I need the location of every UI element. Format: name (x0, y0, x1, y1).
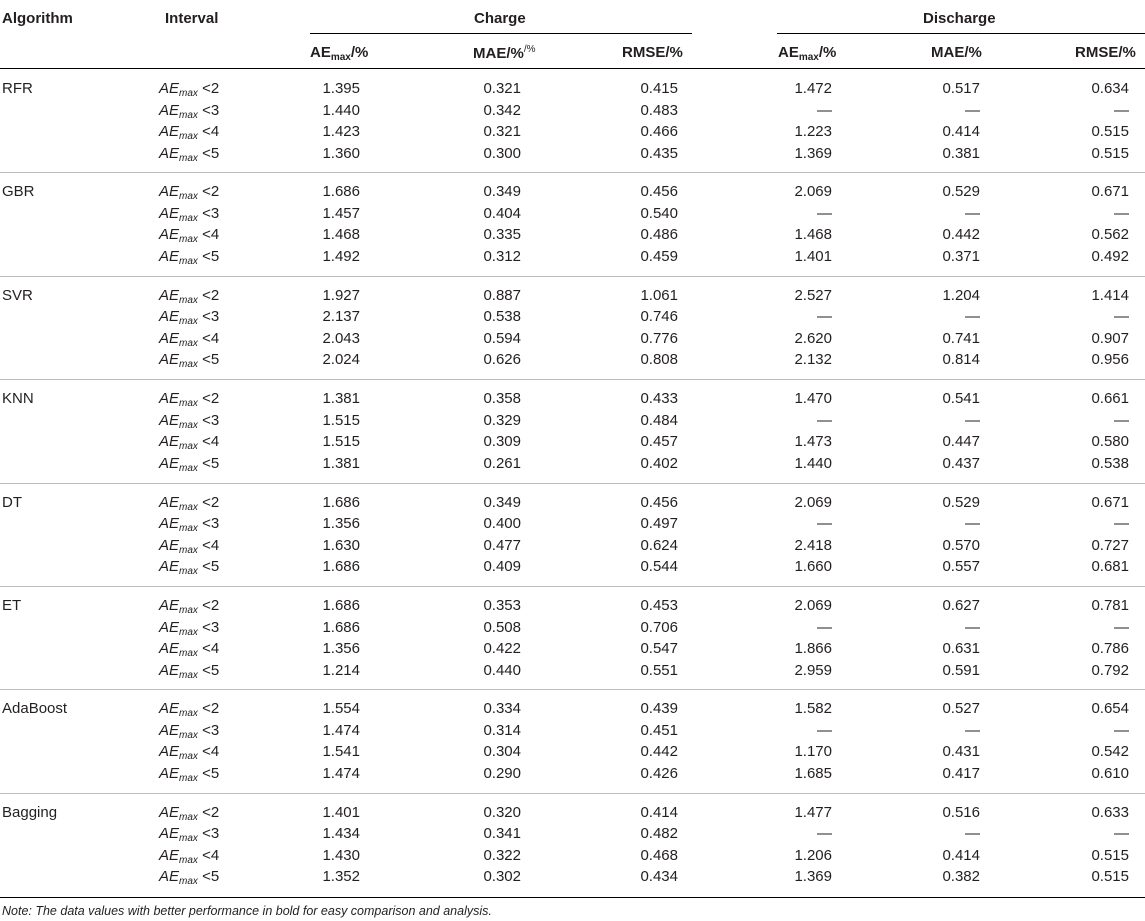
cell-discharge-rmse: 0.781 (1091, 597, 1129, 614)
cell-discharge-mae: 0.417 (942, 764, 980, 782)
cell-charge-rmse: 0.497 (640, 515, 678, 533)
cell-charge-rmse: 0.451 (640, 721, 678, 739)
cell-discharge-mae: 0.529 (942, 183, 980, 201)
cell-charge-mae: 0.341 (483, 825, 521, 843)
cell-discharge-aemax: 2.069 (794, 493, 832, 511)
interval-cell: $AE_{max} <3$ (159, 618, 220, 638)
cell-charge-rmse: 0.414 (640, 803, 678, 821)
cell-charge-rmse: 0.468 (640, 846, 678, 864)
cell-charge-aemax: 1.352 (322, 868, 360, 886)
cell-discharge-aemax: 1.206 (794, 846, 832, 864)
group-divider (0, 172, 1145, 173)
cell-charge-aemax: 1.440 (322, 101, 360, 119)
algorithm-name: DT (2, 493, 22, 511)
header-algorithm: Algorithm (2, 10, 73, 27)
cell-charge-aemax: 1.686 (322, 597, 360, 614)
cell-charge-rmse: 0.456 (640, 493, 678, 511)
cell-discharge-rmse: — (1114, 308, 1129, 326)
cell-discharge-aemax: 1.472 (794, 80, 832, 97)
cell-discharge-aemax: 1.369 (794, 868, 832, 886)
table-note: Note: The data values with better performance in bold for easy comparison and analysis. (2, 904, 492, 918)
cell-discharge-aemax: 1.470 (794, 390, 832, 408)
cell-charge-mae: 0.404 (483, 204, 521, 222)
interval-cell: $AE_{max} <5$ (159, 764, 220, 784)
cell-discharge-aemax: 1.473 (794, 433, 832, 451)
cell-discharge-rmse: 0.515 (1091, 123, 1129, 140)
cell-charge-rmse: 0.706 (640, 618, 678, 636)
cell-charge-mae: 0.322 (483, 846, 521, 864)
cell-discharge-mae: 0.442 (942, 226, 980, 244)
algorithm-name: ET (2, 597, 22, 614)
cell-charge-mae: 0.358 (483, 390, 521, 408)
cell-discharge-aemax: 2.959 (794, 661, 832, 679)
cell-charge-aemax: 2.137 (322, 308, 360, 326)
cell-discharge-aemax: — (817, 618, 832, 636)
interval-cell: $AE_{max} <3$ (159, 411, 220, 431)
cell-charge-rmse: 0.435 (640, 144, 678, 162)
cell-discharge-mae: 0.371 (942, 247, 980, 265)
cell-discharge-aemax: — (817, 411, 832, 429)
cell-charge-mae: 0.594 (483, 329, 521, 347)
cell-charge-rmse: 0.456 (640, 183, 678, 201)
cell-charge-rmse: 0.808 (640, 351, 678, 369)
interval-cell: $AE_{max} <5$ (159, 351, 220, 371)
group-divider (0, 586, 1145, 587)
algorithm-name: GBR (2, 183, 35, 201)
cell-discharge-rmse: 0.610 (1091, 764, 1129, 782)
cell-discharge-aemax: 2.069 (794, 597, 832, 614)
interval-cell: $AE_{max} <3$ (159, 101, 220, 121)
cell-discharge-aemax: 1.440 (794, 454, 832, 472)
cell-discharge-aemax: — (817, 721, 832, 739)
cell-discharge-rmse: 0.671 (1091, 493, 1129, 511)
cell-charge-rmse: 0.547 (640, 640, 678, 657)
cell-discharge-rmse: 0.661 (1091, 390, 1129, 408)
cell-charge-rmse: 0.466 (640, 123, 678, 140)
interval-cell: $AE_{max} <4$ (159, 433, 220, 453)
interval-cell: $AE_{max} <2$ (159, 286, 220, 306)
cell-discharge-aemax: 1.401 (794, 247, 832, 265)
cell-charge-aemax: 1.434 (322, 825, 360, 843)
cell-charge-aemax: 1.515 (322, 433, 360, 451)
subheader-charge-aemax: $AE_{max}/\%$ (310, 44, 369, 63)
cell-charge-aemax: 1.401 (322, 803, 360, 821)
cell-discharge-rmse: 0.492 (1091, 247, 1129, 265)
cell-charge-rmse: 0.486 (640, 226, 678, 244)
cell-charge-mae: 0.477 (483, 536, 521, 554)
cell-charge-mae: 0.300 (483, 144, 521, 162)
cell-discharge-aemax: 2.527 (794, 286, 832, 304)
cell-charge-mae: 0.302 (483, 868, 521, 886)
bottom-rule (0, 897, 1145, 898)
cell-charge-rmse: 0.402 (640, 454, 678, 472)
group-divider (0, 689, 1145, 690)
subheader-charge-mae: MAE/%/% (473, 44, 536, 62)
cell-discharge-rmse: 0.956 (1091, 351, 1129, 369)
cell-discharge-aemax: 1.223 (794, 123, 832, 140)
cell-discharge-rmse: — (1114, 204, 1129, 222)
interval-cell: $AE_{max} <5$ (159, 558, 220, 578)
cell-charge-mae: 0.400 (483, 515, 521, 533)
cell-charge-aemax: 1.686 (322, 493, 360, 511)
cell-charge-rmse: 0.439 (640, 700, 678, 718)
algorithm-name: RFR (2, 80, 33, 97)
cell-charge-rmse: 0.459 (640, 247, 678, 265)
interval-cell: $AE_{max} <2$ (159, 700, 220, 720)
group-divider (0, 276, 1145, 277)
cell-charge-aemax: 1.492 (322, 247, 360, 265)
cell-charge-aemax: 1.630 (322, 536, 360, 554)
header-charge: Charge (474, 10, 526, 27)
cell-discharge-aemax: 1.477 (794, 803, 832, 821)
cell-discharge-rmse: 0.727 (1091, 536, 1129, 554)
cell-charge-aemax: 1.515 (322, 411, 360, 429)
cell-discharge-rmse: 1.414 (1091, 286, 1129, 304)
cell-discharge-mae: 0.516 (942, 803, 980, 821)
cell-discharge-aemax: — (817, 825, 832, 843)
cell-discharge-mae: 0.437 (942, 454, 980, 472)
cell-charge-mae: 0.887 (483, 286, 521, 304)
charge-underline (310, 33, 692, 34)
interval-cell: $AE_{max} <5$ (159, 247, 220, 267)
cell-charge-rmse: 0.540 (640, 204, 678, 222)
cell-discharge-aemax: 1.582 (794, 700, 832, 718)
cell-charge-aemax: 1.468 (322, 226, 360, 244)
cell-discharge-rmse: — (1114, 825, 1129, 843)
cell-charge-mae: 0.409 (483, 558, 521, 576)
cell-discharge-rmse: 0.562 (1091, 226, 1129, 244)
cell-charge-mae: 0.626 (483, 351, 521, 369)
cell-discharge-mae: 1.204 (942, 286, 980, 304)
cell-charge-mae: 0.538 (483, 308, 521, 326)
cell-discharge-mae: 0.431 (942, 743, 980, 761)
cell-discharge-rmse: — (1114, 101, 1129, 119)
cell-discharge-aemax: 2.418 (794, 536, 832, 554)
discharge-underline (777, 33, 1145, 34)
cell-discharge-mae: 0.414 (942, 846, 980, 864)
cell-discharge-mae: 0.570 (942, 536, 980, 554)
cell-charge-rmse: 0.457 (640, 433, 678, 451)
algorithm-name: Bagging (2, 803, 58, 821)
cell-charge-aemax: 1.686 (322, 183, 360, 201)
cell-charge-aemax: 1.554 (322, 700, 360, 718)
cell-discharge-rmse: 0.634 (1091, 80, 1129, 97)
cell-charge-aemax: 2.024 (322, 351, 360, 369)
cell-discharge-mae: — (965, 721, 980, 739)
cell-discharge-mae: 0.382 (942, 868, 980, 886)
cell-discharge-aemax: 1.369 (794, 144, 832, 162)
interval-cell: $AE_{max} <4$ (159, 536, 220, 556)
subheader-discharge-rmse: RMSE/% (1075, 44, 1136, 61)
cell-discharge-aemax: 1.468 (794, 226, 832, 244)
algorithm-name: SVR (2, 286, 33, 304)
interval-cell: $AE_{max} <4$ (159, 743, 220, 763)
cell-discharge-rmse: 0.515 (1091, 868, 1129, 886)
cell-charge-rmse: 0.544 (640, 558, 678, 576)
cell-charge-rmse: 0.484 (640, 411, 678, 429)
cell-charge-aemax: 1.356 (322, 515, 360, 533)
cell-discharge-aemax: 2.620 (794, 329, 832, 347)
cell-charge-mae: 0.304 (483, 743, 521, 761)
cell-discharge-mae: 0.627 (942, 597, 980, 614)
interval-cell: $AE_{max} <4$ (159, 123, 220, 142)
cell-charge-aemax: 1.423 (322, 123, 360, 140)
interval-cell: $AE_{max} <4$ (159, 846, 220, 866)
cell-discharge-rmse: 0.671 (1091, 183, 1129, 201)
cell-charge-mae: 0.422 (483, 640, 521, 657)
interval-cell: $AE_{max} <5$ (159, 454, 220, 474)
cell-charge-mae: 0.334 (483, 700, 521, 718)
cell-charge-aemax: 1.395 (322, 80, 360, 97)
cell-charge-mae: 0.321 (483, 123, 521, 140)
cell-discharge-rmse: — (1114, 721, 1129, 739)
cell-charge-aemax: 1.381 (322, 454, 360, 472)
cell-charge-rmse: 0.453 (640, 597, 678, 614)
cell-charge-rmse: 0.482 (640, 825, 678, 843)
cell-charge-aemax: 1.360 (322, 144, 360, 162)
cell-charge-mae: 0.290 (483, 764, 521, 782)
cell-charge-rmse: 0.426 (640, 764, 678, 782)
cell-charge-mae: 0.261 (483, 454, 521, 472)
cell-charge-aemax: 1.927 (322, 286, 360, 304)
cell-charge-aemax: 1.356 (322, 640, 360, 657)
interval-cell: $AE_{max} <4$ (159, 226, 220, 246)
interval-cell: $AE_{max} <2$ (159, 803, 220, 823)
cell-charge-aemax: 1.430 (322, 846, 360, 864)
cell-charge-aemax: 2.043 (322, 329, 360, 347)
group-divider (0, 379, 1145, 380)
cell-discharge-mae: — (965, 101, 980, 119)
cell-charge-mae: 0.320 (483, 803, 521, 821)
cell-charge-aemax: 1.457 (322, 204, 360, 222)
cell-charge-mae: 0.508 (483, 618, 521, 636)
cell-charge-rmse: 0.442 (640, 743, 678, 761)
cell-discharge-rmse: 0.538 (1091, 454, 1129, 472)
cell-discharge-aemax: — (817, 101, 832, 119)
cell-charge-aemax: 1.541 (322, 743, 360, 761)
cell-discharge-mae: 0.591 (942, 661, 980, 679)
cell-discharge-mae: 0.414 (942, 123, 980, 140)
algorithm-name: KNN (2, 390, 34, 408)
cell-charge-rmse: 0.551 (640, 661, 678, 679)
cell-discharge-rmse: 0.907 (1091, 329, 1129, 347)
cell-discharge-mae: 0.741 (942, 329, 980, 347)
cell-discharge-aemax: — (817, 204, 832, 222)
header-discharge: Discharge (923, 10, 996, 27)
cell-charge-rmse: 0.776 (640, 329, 678, 347)
group-divider (0, 793, 1145, 794)
cell-charge-rmse: 1.061 (640, 286, 678, 304)
cell-discharge-rmse: 0.580 (1091, 433, 1129, 451)
cell-charge-rmse: 0.483 (640, 101, 678, 119)
cell-discharge-aemax: 1.866 (794, 640, 832, 657)
algorithm-name: AdaBoost (2, 700, 68, 718)
interval-cell: $AE_{max} <2$ (159, 493, 220, 513)
interval-cell: $AE_{max} <2$ (159, 183, 220, 203)
cell-charge-mae: 0.329 (483, 411, 521, 429)
interval-cell: $AE_{max} <3$ (159, 204, 220, 224)
cell-discharge-mae: — (965, 204, 980, 222)
cell-discharge-rmse: 0.542 (1091, 743, 1129, 761)
cell-charge-aemax: 1.474 (322, 764, 360, 782)
cell-charge-mae: 0.342 (483, 101, 521, 119)
cell-discharge-mae: 0.541 (942, 390, 980, 408)
cell-charge-rmse: 0.415 (640, 80, 678, 97)
cell-discharge-mae: — (965, 515, 980, 533)
cell-discharge-rmse: — (1114, 618, 1129, 636)
interval-cell: $AE_{max} <3$ (159, 515, 220, 535)
interval-cell: $AE_{max} <5$ (159, 868, 220, 888)
interval-cell: $AE_{max} <3$ (159, 721, 220, 741)
header-interval: Interval (165, 10, 219, 27)
interval-cell: $AE_{max} <2$ (159, 80, 220, 99)
cell-discharge-aemax: — (817, 515, 832, 533)
cell-discharge-aemax: — (817, 308, 832, 326)
cell-discharge-rmse: 0.633 (1091, 803, 1129, 821)
interval-cell: $AE_{max} <2$ (159, 390, 220, 410)
interval-cell: $AE_{max} <2$ (159, 597, 220, 616)
cell-discharge-mae: 0.517 (942, 80, 980, 97)
cell-charge-mae: 0.349 (483, 183, 521, 201)
cell-discharge-aemax: 2.132 (794, 351, 832, 369)
cell-charge-aemax: 1.686 (322, 558, 360, 576)
cell-discharge-rmse: 0.515 (1091, 846, 1129, 864)
cell-discharge-rmse: 0.515 (1091, 144, 1129, 162)
cell-discharge-aemax: 1.660 (794, 558, 832, 576)
cell-discharge-mae: 0.814 (942, 351, 980, 369)
cell-discharge-rmse: 0.654 (1091, 700, 1129, 718)
cell-charge-rmse: 0.746 (640, 308, 678, 326)
cell-discharge-mae: — (965, 308, 980, 326)
cell-charge-rmse: 0.433 (640, 390, 678, 408)
cell-discharge-rmse: 0.792 (1091, 661, 1129, 679)
header-rule (0, 68, 1145, 69)
subheader-discharge-aemax: $AE_{max}/\%$ (778, 44, 837, 63)
cell-discharge-mae: 0.447 (942, 433, 980, 451)
interval-cell: $AE_{max} <3$ (159, 825, 220, 845)
cell-discharge-aemax: 2.069 (794, 183, 832, 201)
cell-discharge-aemax: 1.685 (794, 764, 832, 782)
cell-discharge-rmse: 0.681 (1091, 558, 1129, 576)
cell-discharge-rmse: 0.786 (1091, 640, 1129, 657)
subheader-discharge-mae: MAE/% (931, 44, 982, 61)
interval-cell: $AE_{max} <5$ (159, 144, 220, 164)
subheader-charge-rmse: RMSE/% (622, 44, 683, 61)
cell-charge-aemax: 1.474 (322, 721, 360, 739)
cell-charge-mae: 0.335 (483, 226, 521, 244)
cell-charge-mae: 0.309 (483, 433, 521, 451)
interval-cell: $AE_{max} <5$ (159, 661, 220, 681)
cell-charge-mae: 0.353 (483, 597, 521, 614)
cell-charge-aemax: 1.381 (322, 390, 360, 408)
cell-charge-mae: 0.321 (483, 80, 521, 97)
cell-discharge-aemax: 1.170 (794, 743, 832, 761)
interval-cell: $AE_{max} <4$ (159, 640, 220, 659)
cell-discharge-mae: 0.529 (942, 493, 980, 511)
interval-cell: $AE_{max} <4$ (159, 329, 220, 349)
cell-discharge-mae: 0.527 (942, 700, 980, 718)
cell-charge-mae: 0.312 (483, 247, 521, 265)
cell-discharge-mae: — (965, 411, 980, 429)
cell-charge-aemax: 1.686 (322, 618, 360, 636)
cell-charge-rmse: 0.434 (640, 868, 678, 886)
cell-discharge-mae: 0.381 (942, 144, 980, 162)
cell-charge-aemax: 1.214 (322, 661, 360, 679)
cell-charge-mae: 0.314 (483, 721, 521, 739)
cell-discharge-mae: 0.557 (942, 558, 980, 576)
cell-discharge-rmse: — (1114, 411, 1129, 429)
group-divider (0, 483, 1145, 484)
interval-cell: $AE_{max} <3$ (159, 308, 220, 328)
cell-discharge-mae: — (965, 825, 980, 843)
cell-charge-rmse: 0.624 (640, 536, 678, 554)
cell-charge-mae: 0.440 (483, 661, 521, 679)
cell-discharge-mae: 0.631 (942, 640, 980, 657)
cell-discharge-rmse: — (1114, 515, 1129, 533)
cell-discharge-mae: — (965, 618, 980, 636)
cell-charge-mae: 0.349 (483, 493, 521, 511)
